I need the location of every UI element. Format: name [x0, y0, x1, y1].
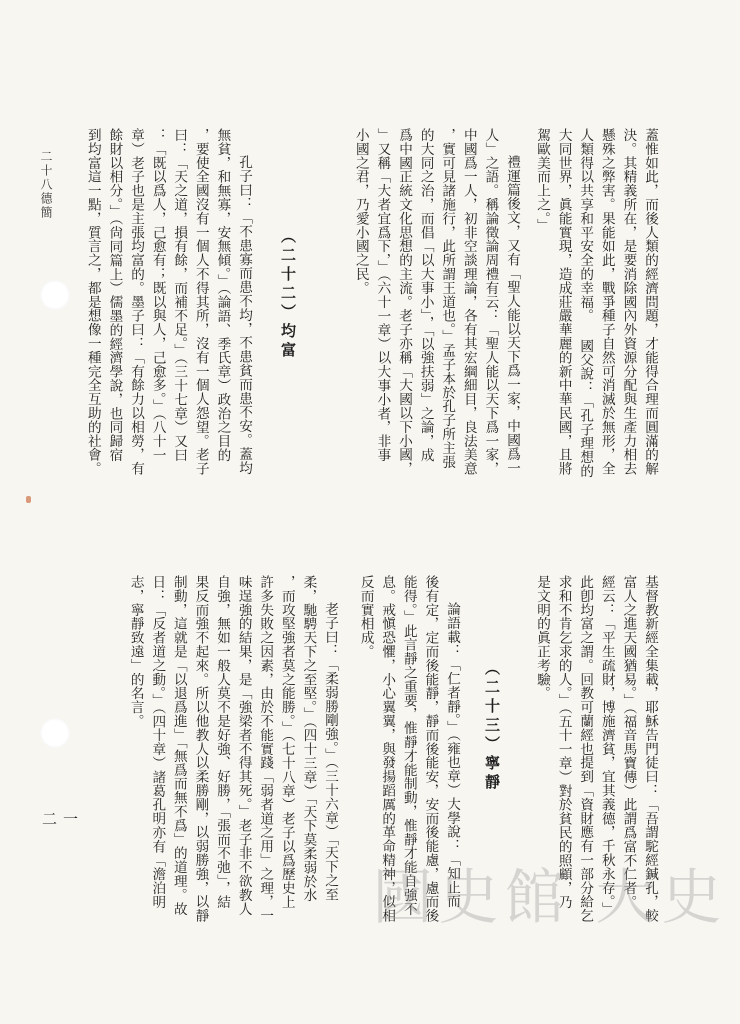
text-column: 」又稱「大者宜爲下，」（六十一章）以大事小者，非事	[374, 128, 391, 462]
text-column: 制動，這就是「以退爲進」「無爲而無不爲」的道理。故	[170, 575, 187, 916]
text-column: 果反而強不起來。所以他教人以柔勝剛，以弱勝強，以靜	[192, 575, 209, 923]
text-column: 曰：「天之道，損有餘，而補不足。」（三十七章）又曰	[171, 128, 188, 462]
text-column: ，而攻堅強者莫之能勝。」（七十八章）老子以爲歷史上	[278, 575, 295, 909]
text-column: ：「既以爲人，己愈有；既以與人，己愈多。」（八十一	[149, 128, 166, 462]
text-column: 日：「反者道之動。」（四十章）諸葛孔明亦有「澹泊明	[149, 575, 166, 909]
text-column: 蓋惟如此，而後人類的經濟問題，才能得合理而圓滿的解	[642, 128, 658, 476]
text-column: 能得。」此言靜之重要，惟靜才能制動，惟靜才能自強不	[400, 575, 417, 916]
text-column: 自強，無如一般人莫不是好強、好勝，「張而不弛」，結	[214, 575, 231, 909]
text-column: ，實可見諸施行，此所謂王道也。」孟子本於孔子所主張	[439, 128, 456, 469]
text-column: 此卽均富之謂。回教可蘭經也提到「資財應有一部分給乞	[577, 575, 594, 923]
upper-left-paragraph	[81, 128, 254, 548]
page-number: 二一	[42, 810, 85, 828]
text-column: 懸殊之弊害。果能如此，戰爭種子自然可消滅於無形，全	[598, 128, 615, 476]
text-column: 餘財以相分。」（尙同篇上）儒墨的經濟學說，也同歸宿	[106, 128, 123, 462]
text-column: 禮運篇後文，又有「聖人能以天下爲一家，中國爲一	[504, 155, 520, 475]
text-column: 許多失敗之因素，由於不能實踐「弱者道之用」之理，一	[257, 575, 274, 923]
binder-hole-top	[40, 280, 70, 310]
section-heading-22: （二十二）均富	[279, 228, 297, 361]
upper-right-paragraph	[530, 128, 660, 548]
text-column: 味逞強的結果，是「強梁者不得其死。」老子非不欲教人	[235, 575, 252, 916]
text-column: 孔子曰：「不患寡而患不均，不患貧而患不安。蓋均	[236, 155, 252, 475]
text-column: 人」之語。稱論徵論周禮有云：「聖人能以天下爲一家，	[482, 128, 499, 476]
upper-right-paragraph-2	[349, 128, 522, 548]
lower-left-paragraph	[124, 575, 340, 995]
text-column: 求和不肯乞求的人。」（五十一章）對於貧民的照顧，乃	[555, 575, 572, 909]
text-column: 大同世界，眞能實現，造成莊嚴華麗的新中華民國，且將	[555, 128, 572, 476]
text-column: 後有定，定而後能靜，靜而後能安，安而後能慮，慮而後	[422, 575, 439, 923]
text-column: 決。其精義所在，是要消除國內外資源分配與生產力相去	[620, 128, 637, 476]
text-column: 柔，馳騁天下之至堅。」（四十三章）「天下莫柔弱於水	[300, 575, 317, 903]
text-column: 富人之進天國猶易。」（福音馬寶傳）此謂爲富不仁者。	[620, 575, 637, 909]
text-column: ，要使全國沒有一個人不得其所，沒有一個人怨望。老子	[192, 128, 209, 476]
text-column: 論語載：「仁者靜。」（雍也章）大學說：「知止而	[444, 602, 460, 909]
text-column: 反而實相成。	[357, 575, 374, 659]
text-column: 章）老子也是主張均富的。墨子曰：「有餘力以相勞，有	[128, 128, 145, 476]
archive-watermark: 國史館 大史	[372, 863, 728, 933]
text-column: 駕歐美而上之。」	[534, 128, 551, 233]
text-column: 基督教新經全集載，耶穌告門徒曰：「吾謂駝經鍼孔，較	[642, 575, 658, 923]
text-column: 老子曰：「柔弱勝剛強。」（三十六章）「天下之至	[322, 602, 338, 902]
text-column: 到均富這一點，質言之，都是想像一種完全互助的社會。	[84, 128, 101, 476]
folio-label: 二十八德簡	[39, 150, 53, 220]
text-column: 中國爲一人，初非空談理論，各有其宏綱細目，良法美意	[460, 128, 477, 476]
text-column: 經云：「平生疏財，博施濟貧，宜其義德，千秋永存。」	[598, 575, 615, 916]
text-column: 人類得以共享和平安全的幸福。 國父說：「孔子理想的	[577, 128, 594, 478]
text-column: 小國之君，乃愛小國之民。	[352, 128, 369, 295]
text-column: 的大同之治，而倡「以大事小」，「以強扶弱」之論，成	[417, 128, 434, 462]
text-column: 無貧，和無寡，安無傾。」（論語、季氏章）政治之目的	[214, 128, 231, 462]
text-column: 志，寧靜致遠」的名言。	[127, 575, 144, 728]
binder-hole-bottom	[40, 718, 70, 748]
ink-speck	[26, 496, 31, 503]
text-column: 爲中國正統文化思想的主流。老子亦稱「大國以下小國，	[396, 128, 413, 476]
text-column: 息。戒愼恐懼，小心翼翼，與發揚蹈厲的革命精神，似相	[379, 575, 396, 923]
text-column: 是文明的眞正考驗。	[534, 575, 551, 701]
section-heading-23: （二十三）寧靜	[483, 660, 501, 793]
